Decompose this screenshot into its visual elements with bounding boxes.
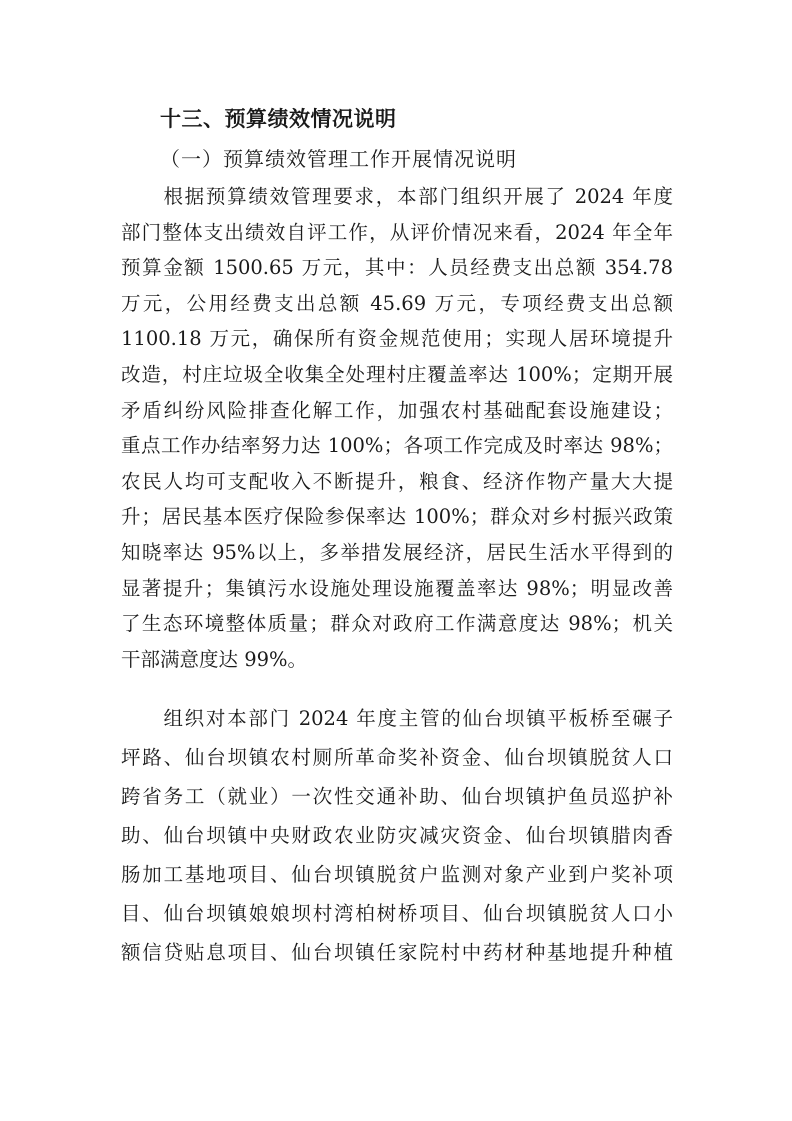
section-heading: 十三、预算绩效情况说明 [160,107,397,131]
paragraph-line: 跨省务工（就业）一次性交通补助、仙台坝镇护鱼员巡护补 [121,785,673,808]
paragraph-line: 肠加工基地项目、仙台坝镇脱贫户监测对象产业到户奖补项 [121,863,673,886]
paragraph-project-list [121,699,673,972]
paragraph-line: 坪路、仙台坝镇农村厕所革命奖补资金、仙台坝镇脱贫人口 [121,746,673,769]
paragraph-line: 1100.18 万元，确保所有资金规范使用；实现人居环境提升 [121,327,673,351]
paragraph-line: 目、仙台坝镇娘娘坝村湾柏树桥项目、仙台坝镇脱贫人口小 [121,902,673,925]
paragraph-line: 升；居民基本医疗保险参保率达 100%；群众对乡村振兴政策 [121,505,673,529]
paragraph-line: 知晓率达 95%以上，多举措发展经济，居民生活水平得到的 [121,540,673,564]
paragraph-line: 干部满意度达 99%。 [121,647,308,671]
paragraph-line: 助、仙台坝镇中央财政农业防灾减灾资金、仙台坝镇腊肉香 [121,824,673,847]
paragraph-line: 矛盾纠纷风险排查化解工作，加强农村基础配套设施建设； [121,398,673,422]
paragraph-line: 重点工作办结率努力达 100%；各项工作完成及时率达 98%； [121,434,673,458]
paragraph-line: 显著提升；集镇污水设施处理设施覆盖率达 98%；明显改善 [121,576,673,600]
paragraph-line: 额信贷贴息项目、仙台坝镇任家院村中药材种基地提升种植 [121,941,673,964]
paragraph-line: 组织对本部门 2024 年度主管的仙台坝镇平板桥至碾子 [121,707,673,730]
paragraph-line: 根据预算绩效管理要求，本部门组织开展了 2024 年度 [121,185,673,208]
paragraph-line: 万元，公用经费支出总额 45.69 万元，专项经费支出总额 [121,291,673,315]
paragraph-line: 改造，村庄垃圾全收集全处理村庄覆盖率达 100%；定期开展 [121,362,673,386]
paragraph-line: 预算金额 1500.65 万元，其中：人员经费支出总额 354.78 [121,256,673,280]
paragraph-line: 了生态环境整体质量；群众对政府工作满意度达 98%；机关 [121,612,673,636]
paragraph-line: 农民人均可支配收入不断提升，粮食、经济作物产量大大提 [121,469,673,493]
paragraph-line: 部门整体支出绩效自评工作，从评价情况来看，2024 年全年 [121,220,673,244]
subsection-heading: （一）预算绩效管理工作开展情况说明 [160,147,517,171]
paragraph-performance-summary [121,179,673,677]
